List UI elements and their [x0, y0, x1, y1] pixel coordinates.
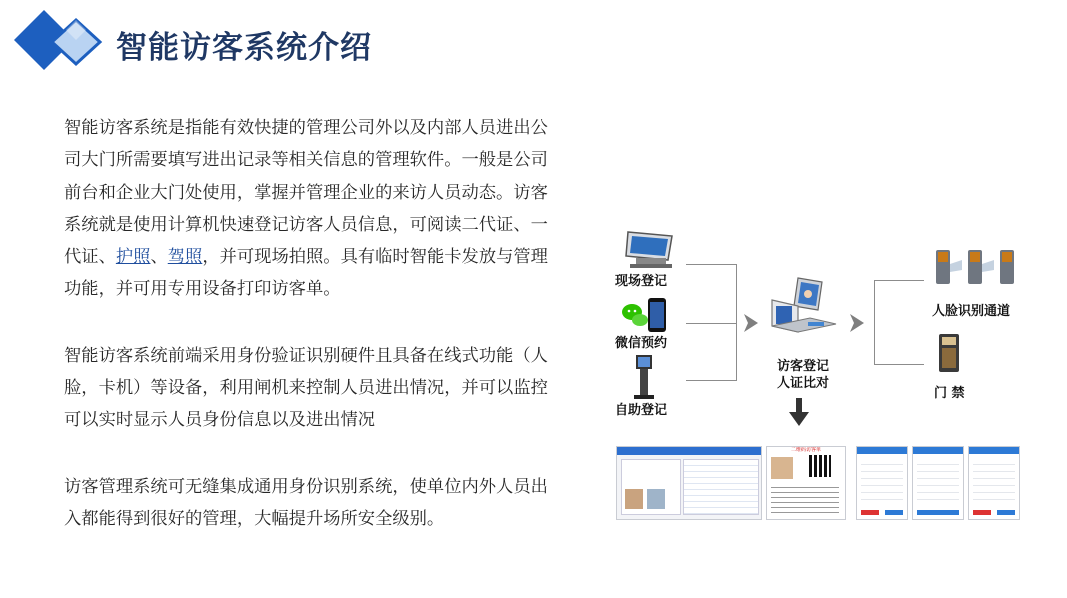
arrow-right-icon-2 [848, 312, 866, 334]
visitor-pass [766, 446, 846, 520]
paragraph-1 [64, 112, 564, 306]
paragraph-1-text: 智能访客系统是指能有效快捷的管理公司外以及内部人员进出公司大门所需要填写进出记录等相关信息的管理软件。一般是公司前台和企业大门处使用，掌握并管理企业的来访人员动态。访客系统就是使用计算机快速登记访客人员信息，可阅读二代证、一代证、 [64, 118, 548, 268]
kiosk-icon [626, 353, 662, 401]
pass-header: 二维码访客单 [790, 447, 821, 453]
mobile-screen-3 [968, 446, 1020, 520]
center-caption [767, 358, 839, 392]
paragraph-2: 智能访客系统前端采用身份验证识别硬件且具备在线式功能（人脸，卡机）等设备，利用闸机来控制人员进出情况，并可以监控可以实时显示人员身份信息以及进出情况 [64, 345, 548, 431]
face-gate-label: 人脸识别通道 [932, 304, 1011, 319]
page-title: 智能访客系统介绍 [116, 30, 372, 66]
passport-link[interactable]: 护照 [115, 247, 151, 268]
license-link[interactable]: 驾照 [167, 247, 203, 268]
mobile-screen-2 [912, 446, 964, 520]
self-label: 自助登记 [615, 403, 668, 418]
intro-text [64, 112, 564, 535]
turnstile-gate-icon [930, 244, 1022, 286]
center-caption-line2: 人证比对 [776, 376, 829, 391]
diamond-logo-icon [10, 6, 110, 76]
center-caption-line1: 访客登记 [776, 359, 829, 374]
registration-terminal-icon [622, 228, 678, 270]
paragraph-1-tail: ，并可现场拍照。具有临时智能卡发放与管理功能，并可用专用设备打印访客单。 [64, 247, 548, 300]
wechat-label: 微信预约 [615, 336, 668, 351]
mobile-screen-1 [856, 446, 908, 520]
face-verification-device-icon [768, 276, 840, 342]
wechat-phone-icon [618, 296, 674, 336]
arrow-right-icon [742, 312, 760, 334]
paragraph-3: 访客管理系统可无缝集成通用身份识别系统，使单位内外人员出入都能得到很好的管理，大幅提升场所安全级别。 [64, 476, 548, 529]
software-screenshot [616, 446, 762, 520]
access-control-panel-icon [938, 333, 960, 373]
separator: 、 [150, 247, 168, 268]
arrow-down-icon [787, 396, 811, 428]
onsite-label: 现场登记 [615, 274, 668, 289]
system-diagram [600, 210, 1060, 530]
door-label: 门 禁 [934, 386, 965, 401]
